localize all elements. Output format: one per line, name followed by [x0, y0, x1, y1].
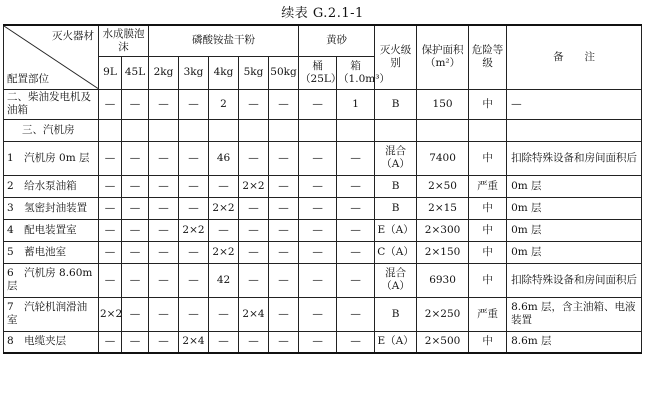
table-title: 续表 G.2.1-1 — [281, 6, 364, 21]
value-cell: — — [337, 219, 375, 241]
value-cell: — — [99, 263, 122, 297]
location-cell: 三、汽机房 — [4, 119, 99, 141]
fire-extinguisher-table — [3, 24, 642, 354]
value-cell: E（A） — [375, 219, 417, 241]
value-cell: — — [209, 297, 239, 331]
value-cell: — — [99, 241, 122, 263]
powder-header: 磷酸铵盐干粉 — [149, 25, 299, 56]
value-cell: — — [122, 141, 149, 175]
value-cell: — — [99, 331, 122, 353]
value-cell: — — [149, 141, 179, 175]
value-cell: — — [239, 331, 269, 353]
table-row — [4, 331, 642, 353]
value-cell: — — [179, 297, 209, 331]
value-cell: — — [299, 241, 337, 263]
value-cell: E（A） — [375, 331, 417, 353]
value-cell: 1 — [337, 89, 375, 119]
value-cell: 中 — [469, 89, 507, 119]
value-cell: — — [299, 197, 337, 219]
empty-cell — [375, 119, 417, 141]
remark-cell: — — [507, 89, 642, 119]
location-cell: 3 氢密封油装置 — [4, 197, 99, 219]
value-cell: 中 — [469, 219, 507, 241]
value-cell: — — [179, 241, 209, 263]
empty-cell — [337, 119, 375, 141]
remark-cell: 0m 层 — [507, 175, 642, 197]
value-cell: — — [122, 241, 149, 263]
value-cell: 2×500 — [417, 331, 469, 353]
value-cell: — — [149, 241, 179, 263]
remark-header: 备 注 — [507, 25, 642, 89]
value-cell: — — [299, 175, 337, 197]
value-cell: B — [375, 197, 417, 219]
value-cell: B — [375, 89, 417, 119]
location-cell: 5 蓄电池室 — [4, 241, 99, 263]
value-cell: 严重 — [469, 175, 507, 197]
value-cell: — — [337, 297, 375, 331]
value-cell: 2×300 — [417, 219, 469, 241]
value-cell: — — [337, 197, 375, 219]
value-cell: — — [239, 263, 269, 297]
value-cell: 2×250 — [417, 297, 469, 331]
value-cell: 2×50 — [417, 175, 469, 197]
value-cell: 中 — [469, 331, 507, 353]
empty-cell — [299, 119, 337, 141]
value-cell: — — [269, 297, 299, 331]
value-cell: — — [122, 197, 149, 219]
value-cell: — — [122, 297, 149, 331]
value-cell: — — [299, 219, 337, 241]
value-cell: — — [209, 219, 239, 241]
empty-cell — [122, 119, 149, 141]
value-cell: — — [122, 175, 149, 197]
location-cell: 6 汽机房 8.60m 层 — [4, 263, 99, 297]
foam-sub-9l: 9L — [99, 56, 122, 89]
corner-bottom-label: 配置部位 — [7, 72, 49, 85]
value-cell: 混合（A） — [375, 263, 417, 297]
location-cell: 2 给水泵油箱 — [4, 175, 99, 197]
value-cell: 2 — [209, 89, 239, 119]
value-cell: 2×4 — [239, 297, 269, 331]
value-cell: — — [122, 263, 149, 297]
powder-sub-50kg: 50kg — [269, 56, 299, 89]
value-cell: — — [299, 141, 337, 175]
value-cell: 混合（A） — [375, 141, 417, 175]
value-cell: 2×15 — [417, 197, 469, 219]
value-cell: B — [375, 297, 417, 331]
table-row — [4, 241, 642, 263]
value-cell: — — [99, 89, 122, 119]
location-cell: 二、柴油发电机及油箱 — [4, 89, 99, 119]
value-cell: — — [269, 219, 299, 241]
value-cell: — — [99, 219, 122, 241]
table-row — [4, 263, 642, 297]
value-cell: — — [179, 175, 209, 197]
location-cell: 7 汽轮机润滑油室 — [4, 297, 99, 331]
value-cell: 6930 — [417, 263, 469, 297]
value-cell: — — [239, 89, 269, 119]
table-row — [4, 197, 642, 219]
value-cell: — — [269, 331, 299, 353]
value-cell: — — [149, 331, 179, 353]
value-cell: — — [239, 197, 269, 219]
corner-top-label: 灭火器材 — [52, 30, 94, 42]
value-cell: — — [122, 331, 149, 353]
value-cell: 46 — [209, 141, 239, 175]
table-body — [4, 89, 642, 353]
table-row — [4, 297, 642, 331]
powder-sub-3kg: 3kg — [179, 56, 209, 89]
value-cell: — — [149, 219, 179, 241]
value-cell: 2×150 — [417, 241, 469, 263]
empty-cell — [239, 119, 269, 141]
value-cell: 2×2 — [179, 219, 209, 241]
value-cell: — — [337, 263, 375, 297]
remark-cell: 0m 层 — [507, 219, 642, 241]
value-cell: — — [149, 263, 179, 297]
value-cell: 7400 — [417, 141, 469, 175]
table-row — [4, 119, 642, 141]
value-cell: 中 — [469, 263, 507, 297]
powder-sub-5kg: 5kg — [239, 56, 269, 89]
empty-cell — [417, 119, 469, 141]
foam-header: 水成膜泡沫 — [99, 25, 149, 56]
value-cell: — — [239, 219, 269, 241]
remark-cell: 0m 层 — [507, 197, 642, 219]
value-cell: — — [239, 241, 269, 263]
value-cell: — — [269, 175, 299, 197]
hazard-header: 危险等级 — [469, 25, 507, 89]
value-cell: — — [299, 297, 337, 331]
empty-cell — [99, 119, 122, 141]
powder-sub-4kg: 4kg — [209, 56, 239, 89]
value-cell: — — [337, 141, 375, 175]
empty-cell — [469, 119, 507, 141]
foam-sub-45l: 45L — [122, 56, 149, 89]
value-cell: 150 — [417, 89, 469, 119]
value-cell: 2×2 — [99, 297, 122, 331]
value-cell: — — [299, 89, 337, 119]
value-cell: — — [269, 241, 299, 263]
sand-header: 黄砂 — [299, 25, 375, 56]
empty-cell — [149, 119, 179, 141]
empty-cell — [507, 119, 642, 141]
remark-cell: 0m 层 — [507, 241, 642, 263]
remark-cell: 8.6m 层，含主油箱、电液装置 — [507, 297, 642, 331]
value-cell: 2×2 — [209, 241, 239, 263]
value-cell: 中 — [469, 141, 507, 175]
powder-sub-2kg: 2kg — [149, 56, 179, 89]
value-cell: — — [337, 175, 375, 197]
value-cell: 中 — [469, 197, 507, 219]
fire-class-header: 灭火级别 — [375, 25, 417, 89]
value-cell: C（A） — [375, 241, 417, 263]
value-cell: — — [99, 141, 122, 175]
location-cell: 8 电缆夹层 — [4, 331, 99, 353]
value-cell: — — [99, 175, 122, 197]
value-cell: — — [179, 263, 209, 297]
value-cell: 严重 — [469, 297, 507, 331]
sand-sub-bucket: 桶（25L） — [299, 56, 337, 89]
value-cell: 2×4 — [179, 331, 209, 353]
remark-cell: 扣除特殊设备和房间面积后 — [507, 141, 642, 175]
location-cell: 4 配电装置室 — [4, 219, 99, 241]
table-row — [4, 175, 642, 197]
value-cell: 2×2 — [209, 197, 239, 219]
table-row — [4, 141, 642, 175]
header-corner-cell — [4, 25, 99, 89]
value-cell: — — [239, 141, 269, 175]
value-cell: — — [149, 89, 179, 119]
value-cell: — — [269, 197, 299, 219]
remark-cell: 8.6m 层 — [507, 331, 642, 353]
value-cell: — — [122, 219, 149, 241]
value-cell: 42 — [209, 263, 239, 297]
value-cell: — — [179, 89, 209, 119]
value-cell: — — [149, 197, 179, 219]
value-cell: — — [149, 175, 179, 197]
empty-cell — [209, 119, 239, 141]
value-cell: — — [269, 263, 299, 297]
value-cell: — — [269, 89, 299, 119]
table-row — [4, 89, 642, 119]
value-cell: — — [122, 89, 149, 119]
value-cell: — — [269, 141, 299, 175]
value-cell: — — [99, 197, 122, 219]
area-header: 保护面积（m²） — [417, 25, 469, 89]
empty-cell — [269, 119, 299, 141]
location-cell: 1 汽机房 0m 层 — [4, 141, 99, 175]
value-cell: — — [149, 297, 179, 331]
value-cell: — — [179, 197, 209, 219]
value-cell: 2×2 — [239, 175, 269, 197]
value-cell: — — [337, 331, 375, 353]
value-cell: — — [209, 331, 239, 353]
value-cell: — — [179, 141, 209, 175]
value-cell: 中 — [469, 241, 507, 263]
value-cell: — — [299, 331, 337, 353]
empty-cell — [179, 119, 209, 141]
value-cell: — — [209, 175, 239, 197]
sand-sub-box: 箱（1.0m³） — [337, 56, 375, 89]
table-row — [4, 219, 642, 241]
value-cell: — — [337, 241, 375, 263]
value-cell: — — [299, 263, 337, 297]
remark-cell: 扣除特殊设备和房间面积后 — [507, 263, 642, 297]
value-cell: B — [375, 175, 417, 197]
